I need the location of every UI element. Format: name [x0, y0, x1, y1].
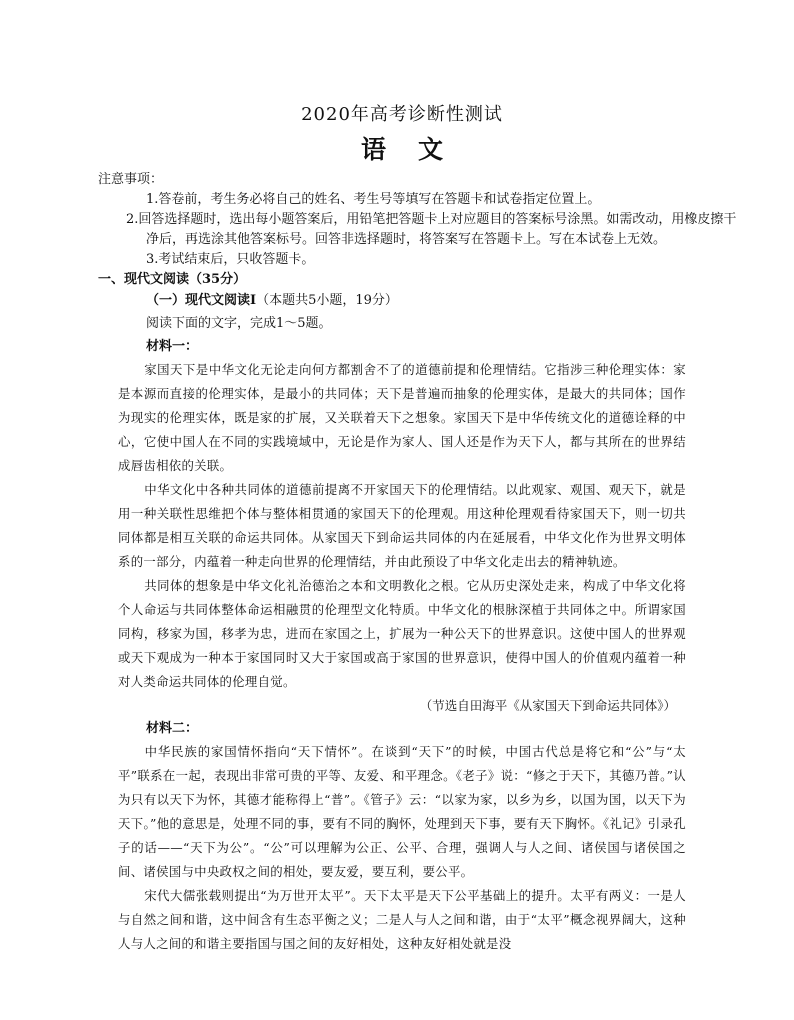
material-one-source: （节选自田海平《从家国天下到命运共同体》） — [419, 698, 676, 713]
subject-title: 语文 — [360, 135, 475, 164]
material-two-label: 材料二： — [146, 721, 199, 736]
reading-instruction: 阅读下面的文字，完成1～5题。 — [146, 316, 332, 331]
material-one-paragraph: 中华文化中各种共同体的道德前提离不开家国天下的伦理情结。以此观家、观国、观天下，就是用一种关联性思维把个体与整体相贯通的家国天下的伦理观。用这种伦理观看待家国天下，则一切共同体都是相互关联的命运共同体。从家国天下到命运共同体的内在延展看，中华文化作为世界文明体系的一部分，内蕴着一种走向世界的伦理情结，并由此预设了中华文化走出去的精神轨迹。 — [118, 482, 686, 569]
exam-title: 2020年高考诊断性测试 — [301, 104, 503, 125]
material-one-paragraph: 共同体的想象是中华文化礼治德治之本和文明教化之根。它从历史深处走来，构成了中华文化将个人命运与共同体整体命运相融贯的伦理型文化特质。中华文化的根脉深植于共同体之中。所谓家国同构，移家为国，移孝为忠，进而在家国之上，扩展为一种公天下的世界意识。这使中国人的世界观或天下观成为一种本于家国同时又大于家国或高于家国的世界意识，使得中国人的价值观内蕴着一种对人类命运共同体的伦理自觉。 — [118, 578, 686, 689]
material-two-paragraph: 宋代大儒张载则提出“为万世开太平”。天下太平是天下公平基础上的提升。太平有两义：一是人与自然之间和谐，这中间含有生态平衡之义；二是人与人之间和谐，由于“太平”概念视界阔大，这种人与人之间的和谐主要指国与国之间的友好相处，这种友好相处就是没 — [118, 888, 686, 951]
notice-item-1: 1.答卷前，考生务必将自己的姓名、考生号等填写在答题卡和试卷指定位置上。 — [146, 192, 601, 207]
section-heading: 一、现代文阅读（35分） — [98, 272, 247, 287]
sub-section-scoring: （本题共5小题，19分） — [256, 293, 398, 308]
material-two-paragraph: 中华民族的家国情怀指向“天下情怀”。在谈到“天下”的时候，中国古代总是将它和“公”与“太平”联系在一起，表现出非常可贵的平等、友爱、和平理念。《老子》说：“修之于天下，其德乃普。”认为只有以天下为怀，其德才能称得上“普”。《管子》云：“以家为家，以乡为乡，以国为国，以天下为天下。”他的意思是，处理不同的事，要有不同的胸怀，处理到天下事，要有天下胸怀。《礼记》引录孔子的话——“天下为公”。“公”可以理解为公正、公平、合理，强调人与人之间、诸侯国与诸侯国之间、诸侯国与中央政权之间的相处，要友爱，要互利，要公平。 — [118, 744, 686, 879]
material-one-paragraph: 家国天下是中华文化无论走向何方都割舍不了的道德前提和伦理情结。它指涉三种伦理实体：家是本源而直接的伦理实体，是最小的共同体；天下是普遍而抽象的伦理实体，是最大的共同体；国作为现实的伦理实体，既是家的扩展，又关联着天下之想象。家国天下是中华传统文化的道德诠释的中心，它使中国人在不同的实践境域中，无论是作为家人、国人还是作为天下人，都与其所在的世界结成唇齿相依的关联。 — [118, 362, 686, 473]
sub-section-heading — [118, 290, 686, 312]
material-one-label: 材料一： — [146, 339, 199, 354]
notice-item-3: 3.考试结束后，只收答题卡。 — [146, 252, 315, 267]
notice-item-2: 2.回答选择题时，选出每小题答案后，用铅笔把答题卡上对应题目的答案标号涂黑。如需改动，用橡皮擦干净后，再选涂其他答案标号。回答非选择题时，将答案写在答题卡上。写在本试卷上无效。 — [126, 212, 737, 247]
exam-page — [98, 92, 737, 956]
notice-heading: 注意事项： — [98, 172, 164, 187]
sub-section-title: （一）现代文阅读Ⅰ — [146, 293, 257, 308]
